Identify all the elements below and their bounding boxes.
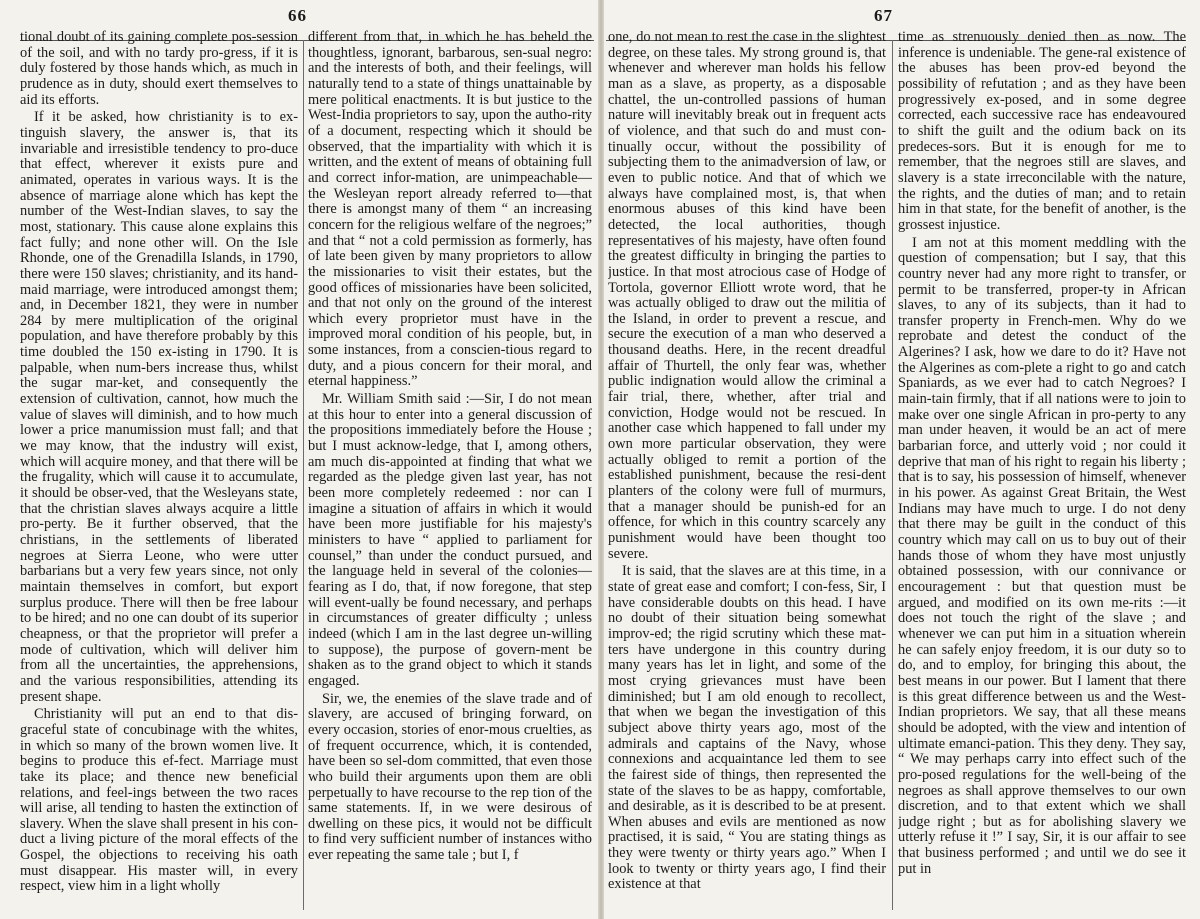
book-gutter [598,0,604,919]
paragraph: Sir, we, the enemies of the slave trade and of slavery, are accused of bringing forward, on every occasion, stories of enor-mous cruelties, as of frequent occurrence, which, it is contended, have been so sel-dom committed, that even those who build their arguments upon them are obli perpetually to have recourse to the rep tion of the same statements. If, in we were desirous of dwelling on these pics, it would not be difficult to find very sufficient number of instances witho ever repeating the same tale ; but I, f [308,690,592,864]
paragraph: If it be asked, how christianity is to ex-tinguish slavery, the answer is, that its invariable and irresistible tendency to pro-duce that effect, wherever it exists pure and animated, operates in various ways. It is the absence of marriage alone which has kept the number of the West-Indian slaves, to say the most, stationary. This cause alone explains this fact fully; and none other will. On the Isle Rhonde, one of the Grenadilla Islands, in 1790, there were 150 slaves; christianity, and its hand-maid marriage, were introduced amongst them; and, in December 1821, they were in number 284 by mere multiplication of the original population, and have therefore probably by this time doubled the 150 ex-isting in 1790. It is palpable, when num-bers increase thus, whilst the sugar mar-ket, and consequently the extension of cultivation, cannot, how much the value of slaves will diminish, and to how much lower a price manumission must fall; and that we may know, that the industry will exist, which will acquire money, and that there will be the frugality, which will cause it to accumulate, it should be obser-ved, that the Wesleyans state, that the christian slaves always acquire a little pro-perty. Be it further observed, that the christians, in the settlements of liberated negroes at Sierra Leone, who were utter barbarians but a very few years since, not only maintain themselves in comfort, but export surplus produce. There will then be free labour to be hired; and no one can doubt of its superior cheapness, or that the proprietor will prefer a mode of cultivation, which will deliver him from all the uncertainties, the apprehensions, and the various responsibilities, attending its present shape. [20,109,298,705]
paragraph: Mr. William Smith said :—Sir, I do not mean at this hour to enter into a general discussion of the propositions immediately before the House ; but I must acknow-ledge, that I, among others, am much dis-appointed at finding that what we regarded as the pledge given last year, has not been more completely redeemed : nor can I imagine a situation of affairs in which it would have been more justifiable for his majesty's ministers to have “ applied to parliament for counsel,” than under the conduct pursued, and the language held in several of the colonies—fearing as I do, that, if now foregone, that step will event-ually be found necessary, and perhaps in circumstances of greater difficulty ; unless indeed (which I am in the last degree un-willing to suppose), the purpose of govern-ment be shaken as to the grand object to which it stands engaged. [308,391,592,689]
left-column-rule [303,40,304,910]
paragraph: tional doubt of its gaining complete pos-session of the soil, and with no tardy pro-gress, if it is duly fostered by those hands which, as much in prudence as in duty, should exert themselves to aid its efforts. [20,30,298,108]
paragraph: It is said, that the slaves are at this time, in a state of great ease and comfort; I con-fess, Sir, I have considerable doubts on this head. I have no doubt of their situation being somewhat improv-ed; the rigid scrutiny which these mat-ters have undergone in this country during many years has let in light, and some of the most crying grievances must have been diminished; but I am old enough to recollect, that when we began the investigation of this subject above thirty years ago, most of the admirals and captains of the Navy, whose connexions and acquaintance led them to see the fairest side of things, then represented the state of the slaves to be as happy, comfortable, and desirable, as it is described to be at present. When abuses and evils are mentioned as now practised, it is said, “ You are stating things as they were twenty or thirty years ago.” When I look to twenty or thirty years ago, I find their existence at that [608,563,886,893]
right-column-rule [892,40,893,910]
column-3 [608,30,886,914]
column-2 [308,30,592,914]
paragraph: I am not at this moment meddling with the question of compensation; but I say, that this country never had any more right to transfer, or permit to be transferred, proper-ty in African slaves, to any of its subjects, than it had to transfer property in French-men. Why do we reprobate and detest the conduct of the Algerines? I ask, how we dare to do it? Have not the Algerines as com-plete a right to go and catch Spaniards, as we ever had to catch Negroes? I main-tain firmly, that if all nations were to join to make over one single African in pro-perty to any man under heaven, it would be an act of mere barbarian force, and utterly void ; nor could it deprive that man of his right to regain his liberty ; that is to say, his possession of himself, whenever in his power. As against Great Britain, the West Indians may have much to urge. I do not deny that there may be guilt in the conduct of this country which may call on us to buy out of their hands those of whom they have most unjustly obtained possession, with our connivance or encouragement : but that question must be argued, and modified on its own me-rits :—it does not touch the right of the slave ; and whenever we can put him in a situation wherein he can safely enjoy freedom, it is our duty so to do, and to employ, for bringing this about, the best means in our power. But I lament that there is this great difference between us and the West-Indian proprietors. We say, that all these means should be adopted, with the view and intention of ultimate emanci-pation. This they deny. They say, “ We may perhaps carry into effect such of the pro-posed regulations for the well-being of the negroes as shall approve themselves to our own discretion, and to that extent which we shall judge right ; but as for abolishing slavery we utterly refuse it !” I say, Sir, it is our affair to see that business performed ; and until we do see it put in [898,234,1186,877]
paragraph: Christianity will put an end to that dis-graceful state of concubinage with the whites, in which so many of the brown women live. It begins to produce this ef-fect. Marriage must take its place; and thence new beneficial relations, and feel-ings between the two races will arise, all tending to hasten the extinction of slavery. When the slave shall present in his con-duct a living picture of the moral effects of the Gospel, the objections to receiving his oath must disappear. His master will, in every respect, view him in a light wholly [20,706,298,895]
column-1 [20,30,298,914]
left-page-number: 66 [288,6,307,25]
right-page-number: 67 [874,6,893,25]
paragraph: different from that, in which he has beheld the thoughtless, ignorant, barbarous, sen-sual negro: and the interests of both, and their feelings, will naturally tend to a state of things unattainable by mere political enactments. It is but justice to the West-India proprietors to say, upon the autho-rity of a document, respecting which it should be observed, that the impartiality with which it is written, and the extent of means of obtaining full and correct infor-mation, are unimpeachable—the Wesleyan report already referred to—that there is amongst many of them “ an increasing concern for the religious welfare of the negroes;” and that “ not a cold permission as formerly, has of late been given by many proprietors to allow the missionaries to visit their estates, but the good offices of missionaries have been solicited, and that not only on the ground of the interest which every proprietor must have in the improved moral condition of his people, but, in some instances, from a conscien-tious regard to duty, and a pious concern for their moral, and eternal happiness.” [308,30,592,390]
paragraph: time as strenuously denied then as now. The inference is undeniable. The gene-ral existence of the abuses has been prov-ed beyond the possibility of refutation ; and as they have been progressively ex-posed, and in some degree corrected, each successive race has endeavoured to shift the guilt and the odium back on its predeces-sors. But it is enough for me to remember, that the negroes still are slaves, and slavery is a state irreconcilable with the nature, the rights, and the duties of man; and to retain him in that state, for the benefit of another, is the grossest injustice. [898,30,1186,233]
column-4 [898,30,1186,914]
paragraph: one, do not mean to rest the case in the slightest degree, on these tales. My strong ground is, that whenever and wherever man holds his fellow man as a slave, as property, as a disposable chattel, the un-controlled passions of human nature will inevitably break out in frequent acts of violence, and that such do and must con-tinually occur, without the possibility of subjecting them to the animadversion of law, or even to public notice. And that of which we always have complained most, is, that when enormous abuses of this kind have been detected, the local authorities, though representatives of his majesty, have often found the greatest difficulty in bringing the parties to justice. In that most atrocious case of Hodge of Tortola, governor Elliott wrote word, that he was actually obliged to draw out the militia of the Island, in order to prevent a rescue, and secure the execution of a man who deserved a thousand deaths. Here, in the recent dreadful affair of Thurtell, the only fear was, whether public indignation would allow the criminal a fair trial, there, whether, after trial and conviction, Hodge would not be rescued. In another case which happened to fall under my own more particular observation, they were actually obliged to remit a portion of the established punishment, because the resi-dent planters of the colony were full of murmurs, that a manager should be punish-ed for an offence, for which in this country scarcely any punishment would have been thought too severe. [608,30,886,562]
